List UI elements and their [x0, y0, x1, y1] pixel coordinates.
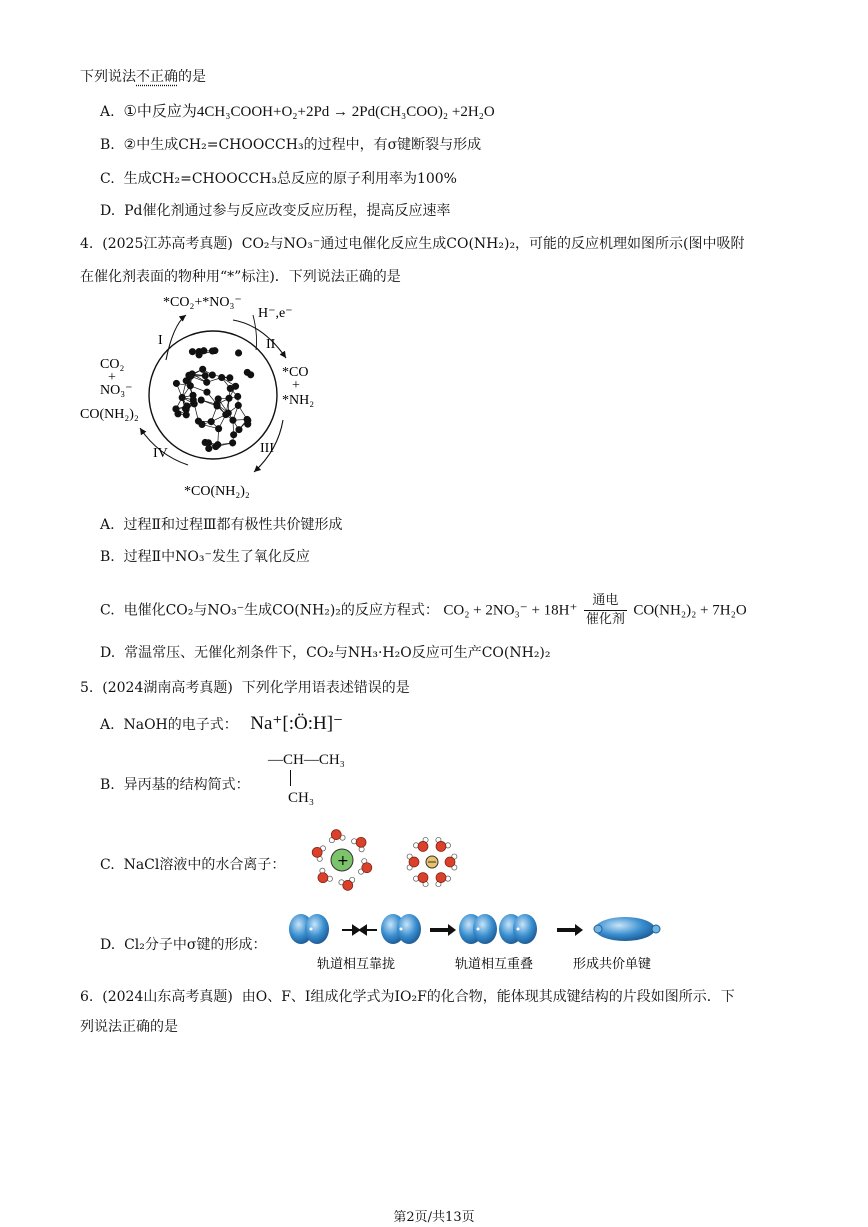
fig-roman-4: IV	[153, 446, 168, 461]
q3-stem: 下列说法不正确的是	[80, 69, 206, 85]
catalyst-node	[230, 417, 236, 423]
catalyst-node	[186, 372, 192, 378]
fig-roman-2: II	[266, 337, 276, 352]
catalyst-node	[208, 418, 214, 424]
arrow-process-1	[166, 315, 186, 360]
q4-stem-line1: 4. (2025江苏高考真题) CO₂与NO₃⁻通过电催化反应生成CO(NH₂)₂，可能的反应机理如图所示(图中吸附	[80, 236, 745, 252]
sigma-bond-figure	[285, 910, 670, 974]
catalyst-node	[215, 425, 221, 431]
catalyst-node	[173, 406, 179, 412]
hydrated-ions-figure	[300, 822, 470, 898]
catalyst-node	[190, 397, 196, 403]
fig-left-plus: +	[108, 370, 116, 385]
hydrated-chloride-ion	[426, 856, 438, 868]
catalyst-node	[199, 421, 205, 427]
fig-roman-1: I	[158, 333, 163, 348]
page-footer: 第2页/共13页	[393, 1210, 475, 1225]
q4-option-a: A. 过程Ⅱ和过程Ⅲ都有极性共价键形成	[100, 517, 343, 533]
catalyst-node	[232, 383, 238, 389]
isopropyl-bond	[290, 770, 291, 786]
catalyst-node	[198, 397, 204, 403]
water-molecule	[329, 830, 345, 843]
q4-stem-line2: 在催化剂表面的物种用“*”标注)．下列说法正确的是	[80, 269, 401, 285]
q3-option-d: D. Pd催化剂通过参与反应改变反应历程，提高反应速率	[100, 203, 451, 219]
catalyst-node	[235, 393, 241, 399]
fig-right-plus: +	[292, 378, 300, 393]
fig-roman-3: III	[260, 441, 274, 456]
catalyst-node	[227, 375, 233, 381]
catalyst-node	[236, 426, 242, 432]
fig-bottom-label: *CO(NH₂)₂	[184, 484, 250, 499]
catalyst-node	[245, 421, 251, 427]
water-molecule	[352, 837, 367, 852]
q4-option-c: C. 电催化CO₂与NO₃⁻生成CO(NH₂)₂的反应方程式： CO₂ + 2NO₃⁻ + 18H⁺ 通电 催化剂 CO(NH₂)₂ + 7H₂O	[100, 593, 747, 627]
q6-stem-line1: 6. (2024山东高考真题) 由O、F、I组成化学式为IO₂F的化合物，能体现其成键结构的片段如图所示．下	[80, 989, 735, 1005]
catalyst-node	[206, 445, 212, 451]
catalyst-node	[202, 373, 208, 379]
water-molecule	[312, 846, 325, 862]
q3-option-a: A. ①中反应为4CH₃COOH+O₂+2Pd → 2Pd(CH₃COO)₂ +2H₂O	[100, 104, 495, 120]
caption-approach: 轨道相互靠拢	[317, 957, 396, 972]
catalyst-node	[235, 402, 241, 408]
catalyst-node	[226, 395, 232, 401]
catalyst-node	[187, 383, 193, 389]
catalyst-node	[199, 366, 205, 372]
water-molecule	[436, 873, 451, 887]
fig-right-top: *CO	[282, 365, 309, 380]
q3-option-c: C. 生成CH₂=CHOOCCH₃总反应的原子利用率为100%	[100, 171, 457, 187]
catalyst-node	[215, 396, 221, 402]
isopropyl-structure-bottom: CH₃	[288, 790, 315, 806]
catalyst-node	[184, 403, 190, 409]
fig-top-label: *CO₂+*NO₃⁻	[163, 295, 242, 310]
catalyst-node	[229, 440, 235, 446]
q3-option-b: B. ②中生成CH₂=CHOOCCH₃的过程中，有σ键断裂与形成	[100, 137, 482, 153]
q5-option-b: B. 异丙基的结构简式：	[100, 777, 250, 793]
q4-option-d: D. 常温常压、无催化剂条件下，CO₂与NH₃·H₂O反应可生产CO(NH₂)₂	[100, 645, 551, 661]
orbitals-overlapping	[459, 914, 537, 944]
catalyst-node	[173, 380, 179, 386]
q4-option-b: B. 过程Ⅱ中NO₃⁻发生了氧化反应	[100, 549, 310, 565]
catalyst-node	[209, 372, 215, 378]
orbitals-approaching-2	[381, 914, 421, 944]
catalyst-node	[189, 348, 195, 354]
caption-bond: 形成共价单键	[573, 957, 652, 972]
water-molecule	[358, 859, 371, 875]
q5-option-d: D. Cl₂分子中σ键的形成：	[100, 937, 267, 953]
hydrated-sodium-ion	[331, 849, 353, 871]
fig-left-bottom: NO₃⁻	[100, 383, 133, 398]
water-molecule	[339, 877, 355, 890]
fig-electron-label: H⁻,e⁻	[258, 306, 293, 321]
svg-text:+: +	[337, 853, 349, 869]
catalyst-node	[204, 379, 210, 385]
catalyst-node	[230, 432, 236, 438]
fig-right-bottom: *NH₂	[282, 393, 315, 408]
catalyst-node	[179, 394, 185, 400]
catalyst-node	[235, 350, 241, 356]
water-molecule	[407, 854, 419, 870]
q6-stem-line2: 列说法正确的是	[80, 1019, 178, 1035]
reaction-mechanism-figure	[78, 290, 328, 505]
caption-overlap: 轨道相互重叠	[455, 957, 534, 972]
catalyst-node	[244, 369, 250, 375]
water-molecule	[413, 837, 428, 851]
catalyst-node	[209, 348, 215, 354]
q5-option-c: C. NaCl溶液中的水合离子：	[100, 857, 286, 873]
fig-left-top: CO₂	[100, 357, 125, 372]
fig-left-product: CO(NH₂)₂	[80, 407, 139, 422]
reaction-condition: 通电 催化剂	[585, 593, 625, 627]
sigma-bond-formed	[594, 917, 660, 941]
catalyst-node	[223, 411, 229, 417]
naoh-electron-formula: Na⁺[:Ö:H]⁻	[250, 713, 344, 734]
water-molecule	[436, 837, 451, 851]
catalyst-node	[219, 374, 225, 380]
catalyst-node	[201, 348, 207, 354]
catalyst-network	[173, 347, 254, 451]
water-molecule	[445, 854, 457, 870]
q5-stem: 5. (2024湖南高考真题) 下列化学用语表述错误的是	[80, 680, 410, 696]
catalyst-node	[204, 389, 210, 395]
q5-option-a: A. NaOH的电子式： Na⁺[:Ö:H]⁻	[100, 713, 344, 734]
water-molecule	[318, 868, 333, 883]
isopropyl-structure-top: —CH—CH₃	[268, 752, 345, 768]
orbitals-approaching	[289, 914, 329, 944]
catalyst-node	[215, 442, 221, 448]
water-molecule	[413, 873, 428, 887]
